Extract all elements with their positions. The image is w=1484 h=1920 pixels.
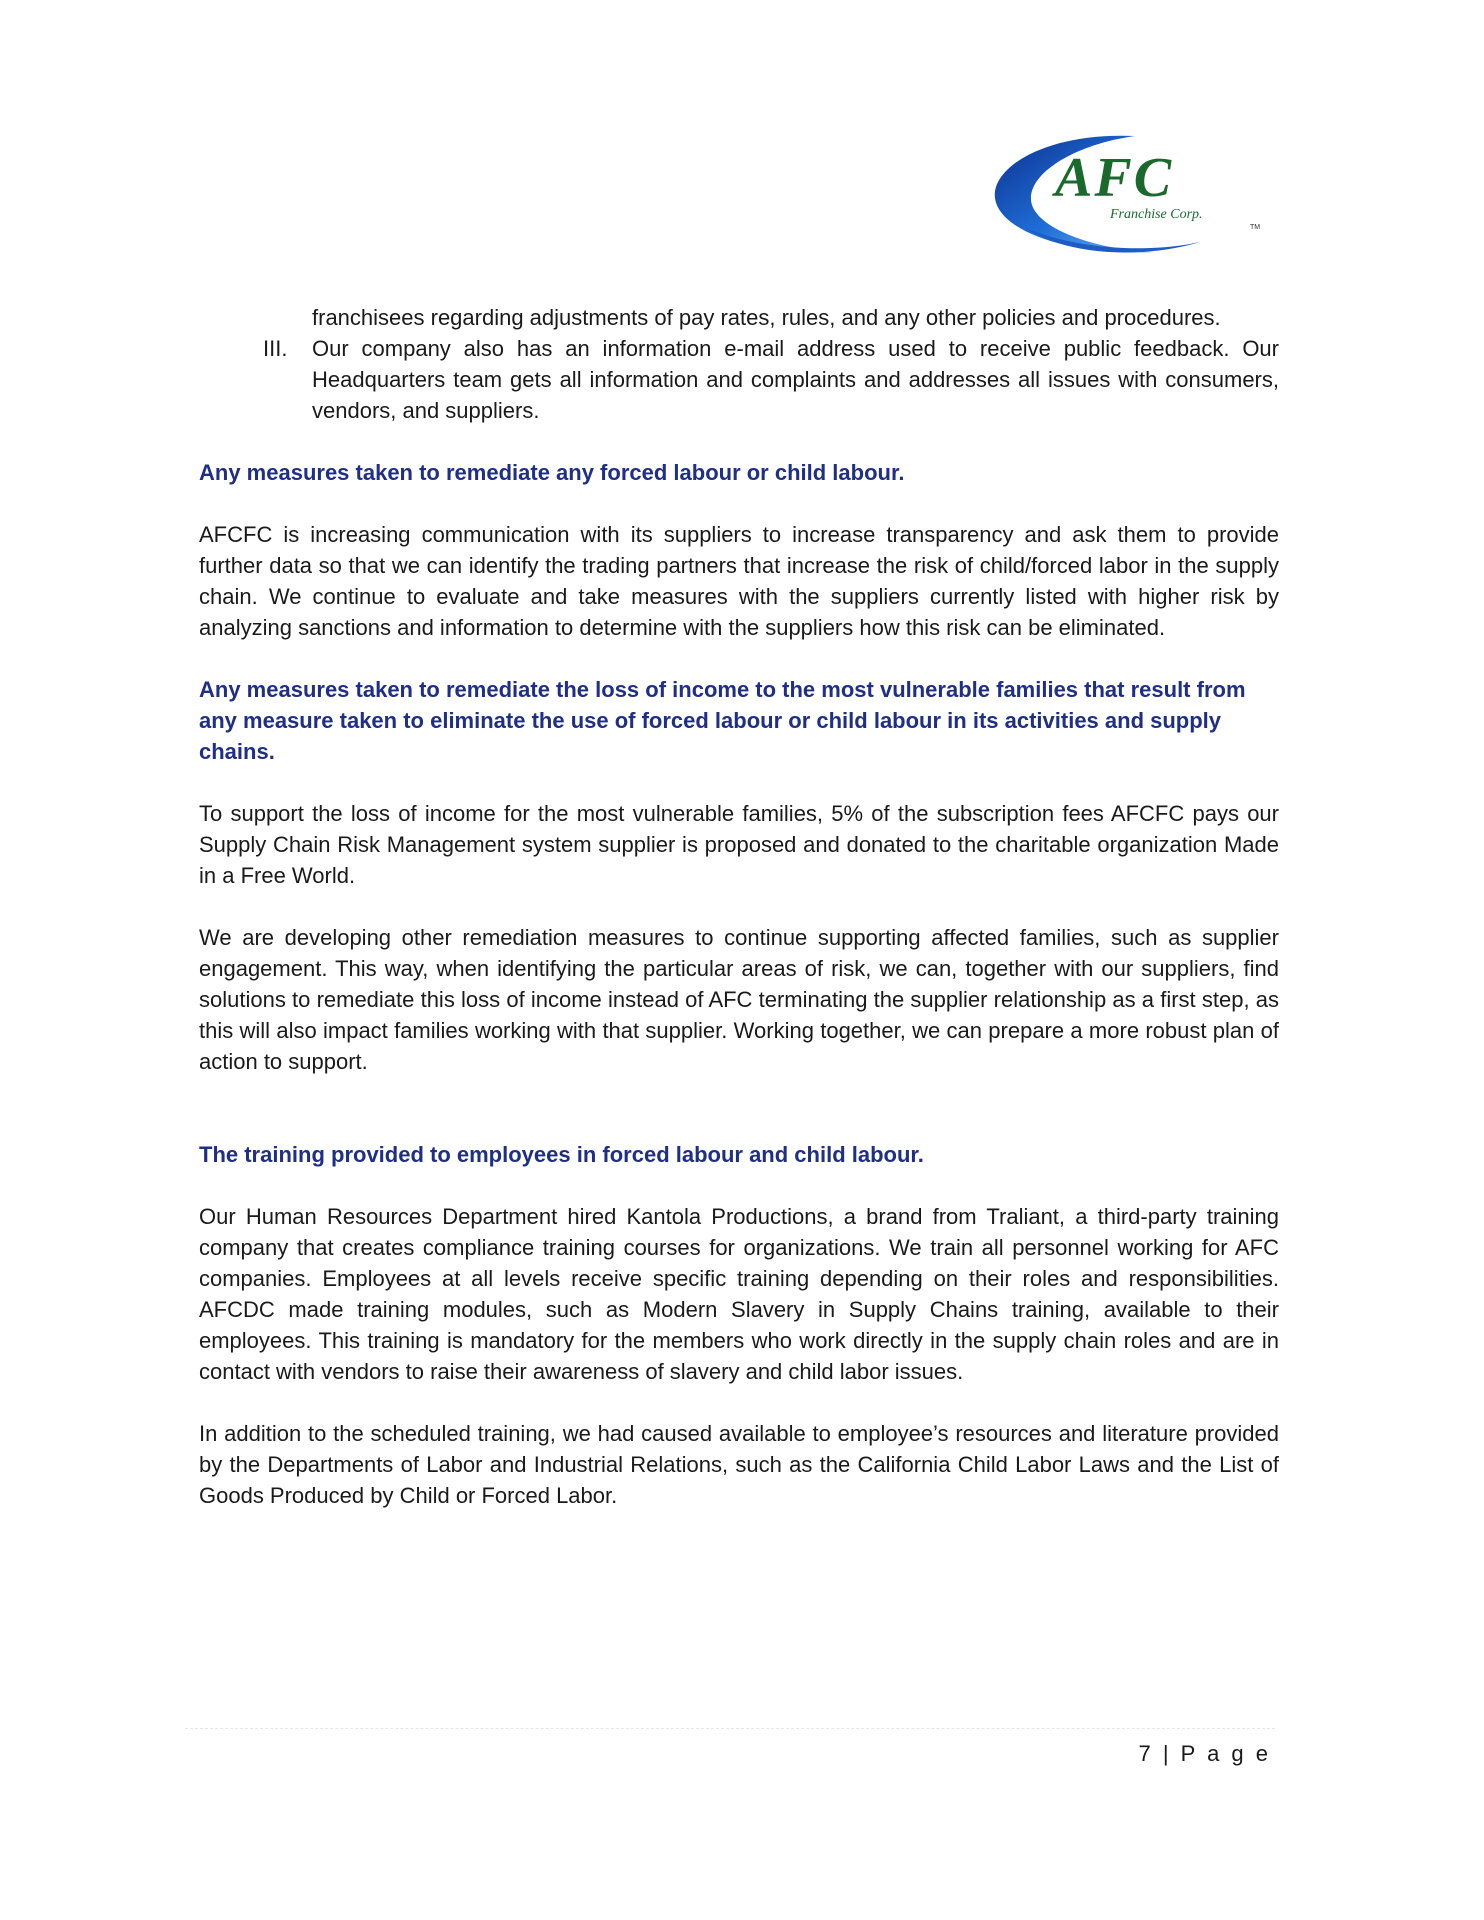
logo-trademark: TM (1250, 224, 1261, 231)
logo-subtitle: Franchise Corp. (1110, 207, 1203, 222)
list-item-iii (199, 333, 1279, 426)
section-paragraph: We are developing other remediation measures to continue supporting affected families, such as supplier engagement. This way, when identifying the particular areas of risk, we can, together with our suppliers, find solutions to remediate this loss of income instead of AFC terminating the supplier relationship as a first step, as this will also impact families working with that supplier. Working together, we can prepare a more robust plan of action to support. (199, 925, 1279, 1074)
list-continuation (312, 302, 1279, 333)
section-paragraph: AFCFC is increasing communication with its suppliers to increase transparency and ask them to provide further data so that we can identify the trading partners that increase the risk of child/forced labor in the supply chain. We continue to evaluate and take measures with the suppliers currently listed with higher risk by analyzing sanctions and information to determine with the suppliers how this risk can be eliminated. (199, 522, 1279, 640)
section-heading-training: The training provided to employees in forced labour and child labour. (199, 1142, 924, 1167)
document-body (199, 302, 1279, 1511)
section-heading-remediate-labour: Any measures taken to remediate any forced labour or child labour. (199, 460, 905, 485)
list-item-text: Our company also has an information e-mail address used to receive public feedback. Our Headquarters team gets all information and complaints and addresses all issues with consumers, vendors, and suppliers. (312, 336, 1279, 423)
page-number: 7 | P a g e (1138, 1741, 1271, 1766)
footer-divider (185, 1728, 1275, 1731)
logo-brand-text: AFC (1055, 147, 1174, 209)
section-paragraph: In addition to the scheduled training, we had caused available to employee’s resources and literature provided by the Departments of Labor and Industrial Relations, such as the California Child Labor Laws and the List of Goods Produced by Child or Forced Labor. (199, 1421, 1279, 1508)
list-item-number: III. (263, 336, 288, 361)
afc-logo (985, 128, 1275, 263)
section-paragraph: Our Human Resources Department hired Kantola Productions, a brand from Traliant, a third-party training company that creates compliance training courses for organizations. We train all personnel working for AFC companies. Employees at all levels receive specific training depending on their roles and responsibilities. AFCDC made training modules, such as Modern Slavery in Supply Chains training, available to their employees. This training is mandatory for the members who work directly in the supply chain roles and are in contact with vendors to raise their awareness of slavery and child labor issues. (199, 1204, 1279, 1384)
section-heading-loss-of-income: Any measures taken to remediate the loss of income to the most vulnerable families that result from any measure taken to eliminate the use of forced labour or child labour in its activities and supply chains. (199, 677, 1246, 764)
list-item-continued-text: franchisees regarding adjustments of pay rates, rules, and any other policies and procedures. (312, 305, 1221, 330)
section-paragraph: To support the loss of income for the most vulnerable families, 5% of the subscription fees AFCFC pays our Supply Chain Risk Management system supplier is proposed and donated to the charitable organization Made in a Free World. (199, 801, 1279, 888)
